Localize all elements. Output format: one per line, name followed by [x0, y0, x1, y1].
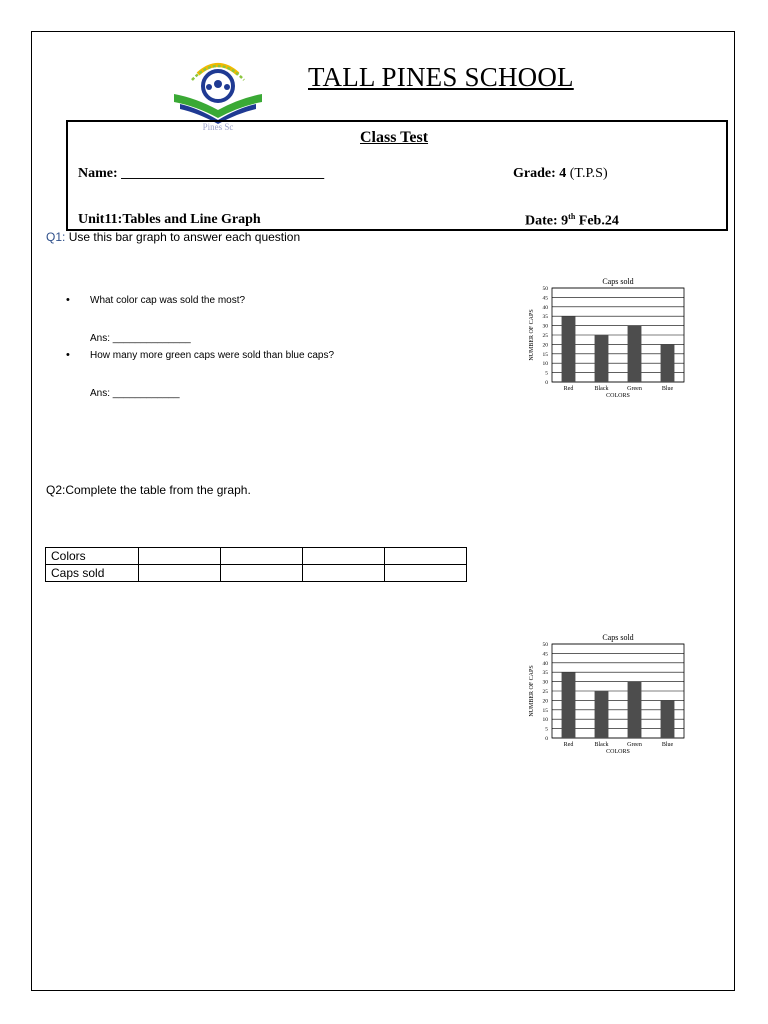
caps-table: [45, 547, 467, 582]
test-title: Class Test: [360, 129, 429, 146]
y-tick-label: 20: [542, 698, 548, 705]
name-label: Name:: [78, 166, 118, 181]
x-axis-label: COLORS: [606, 749, 630, 755]
x-tick-label: Black: [594, 742, 609, 748]
y-tick-label: 15: [542, 351, 548, 358]
table-cell[interactable]: [385, 548, 467, 565]
table-cell[interactable]: [221, 565, 303, 582]
table-row: [46, 565, 467, 582]
bar: [628, 326, 642, 382]
q1-number: Q1:: [46, 230, 66, 244]
name-blank: _____________________________: [121, 166, 325, 181]
x-tick-label: Blue: [661, 386, 674, 392]
y-tick-label: 40: [542, 304, 548, 311]
table-cell[interactable]: [303, 548, 385, 565]
date-rest: Feb.24: [578, 213, 619, 229]
q2-prompt: Q2:Complete the table from the graph.: [46, 483, 251, 497]
test-header-box: [66, 120, 728, 231]
table-cell[interactable]: [303, 565, 385, 582]
grade-line: [513, 166, 608, 182]
date-label: Date: 9: [525, 213, 569, 229]
date-sup: th: [568, 212, 576, 221]
q1-prompt: [46, 230, 300, 244]
y-tick-label: 35: [542, 314, 548, 321]
table-row-header: Colors: [46, 548, 139, 565]
bar-chart-caps-sold-2: [512, 630, 692, 760]
y-tick-label: 15: [542, 707, 548, 714]
date-line: [525, 212, 619, 230]
bar: [562, 672, 576, 738]
unit-label: Unit11:Tables and Line Graph: [78, 212, 261, 227]
y-tick-label: 30: [542, 679, 548, 686]
y-tick-label: 30: [542, 323, 548, 330]
logo-caption: Pines Sc: [202, 122, 234, 132]
table-row: [46, 548, 467, 565]
bar: [595, 691, 609, 738]
x-tick-label: Black: [594, 386, 609, 392]
grade-suffix: (T.P.S): [569, 166, 608, 181]
x-tick-label: Green: [627, 386, 642, 392]
y-tick-label: 0: [545, 736, 548, 742]
chart-title: Caps sold: [602, 277, 634, 286]
table-cell[interactable]: [139, 548, 221, 565]
x-axis-label: COLORS: [606, 393, 630, 399]
bar: [562, 316, 576, 382]
x-tick-label: Blue: [661, 742, 674, 748]
q1-question-2: • How many more green caps were sold than blue caps?: [90, 350, 334, 361]
y-tick-label: 25: [542, 689, 548, 695]
y-tick-label: 5: [545, 726, 548, 733]
y-axis-label: NUMBER OF CAPS: [529, 309, 535, 361]
bar: [595, 335, 609, 382]
y-tick-label: 50: [542, 286, 548, 292]
grade-label: Grade: 4: [513, 166, 567, 181]
y-tick-label: 10: [542, 361, 548, 368]
q1-question-1: • What color cap was sold the most?: [90, 295, 245, 306]
y-tick-label: 40: [542, 660, 548, 667]
y-tick-label: 20: [542, 342, 548, 349]
q1-answer-1: Ans: ______________: [90, 333, 191, 344]
chart-title: Caps sold: [602, 633, 634, 642]
table-cell[interactable]: [139, 565, 221, 582]
y-tick-label: 45: [542, 295, 548, 302]
y-tick-label: 0: [545, 380, 548, 386]
bar-chart-caps-sold-1: [512, 274, 692, 404]
y-tick-label: 5: [545, 370, 548, 377]
q1-text: Use this bar graph to answer each question: [68, 230, 301, 244]
y-axis-label: NUMBER OF CAPS: [529, 665, 535, 717]
q1-answer-2: Ans: ____________: [90, 388, 180, 399]
bar: [661, 700, 675, 738]
table-cell[interactable]: [385, 565, 467, 582]
x-tick-label: Red: [563, 386, 574, 392]
y-tick-label: 45: [542, 651, 548, 658]
x-tick-label: Red: [563, 742, 574, 748]
name-line: [78, 166, 324, 182]
bar: [661, 344, 675, 382]
y-tick-label: 25: [542, 333, 548, 339]
y-tick-label: 35: [542, 670, 548, 677]
bar: [628, 682, 642, 738]
table-row-header: Caps sold: [46, 565, 139, 582]
table-cell[interactable]: [221, 548, 303, 565]
y-tick-label: 10: [542, 717, 548, 724]
x-tick-label: Green: [627, 742, 642, 748]
school-title: TALL PINES SCHOOL: [308, 62, 574, 92]
y-tick-label: 50: [542, 642, 548, 648]
